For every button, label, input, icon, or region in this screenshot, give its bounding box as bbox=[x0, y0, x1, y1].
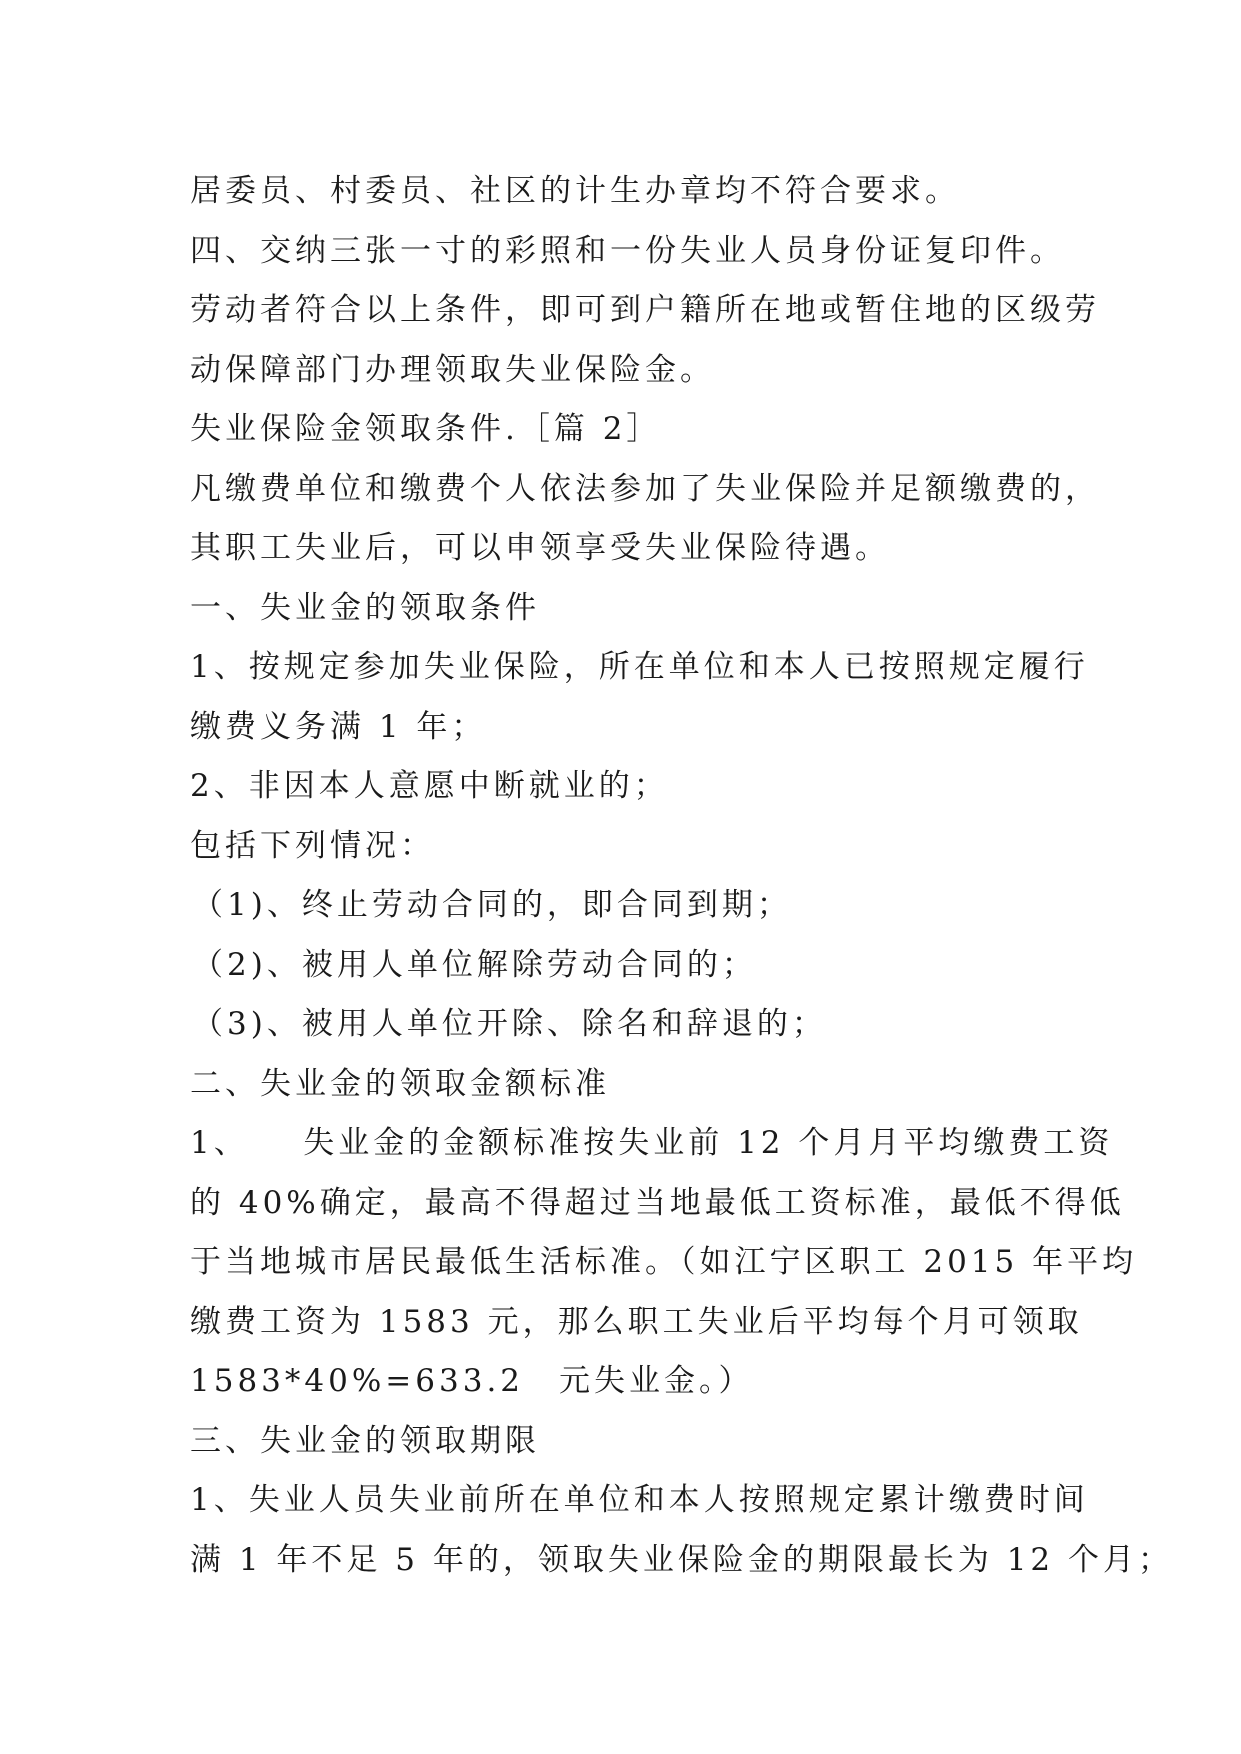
list-item: （3)、被用人单位开除、除名和辞退的； bbox=[192, 1006, 827, 1042]
text-line: 1、失业人员失业前所在单位和本人按照规定累计缴费时间 bbox=[190, 1482, 1089, 1518]
section-heading: 二、失业金的领取金额标准 bbox=[190, 1065, 610, 1102]
text-line: 的 40%确定，最高不得超过当地最低工资标准，最低不得低 bbox=[190, 1184, 1125, 1221]
text-line: 凡缴费单位和缴费个人依法参加了失业保险并足额缴费的， bbox=[190, 470, 1100, 507]
list-item: （1)、终止劳动合同的，即合同到期； bbox=[192, 887, 792, 923]
text-line: 劳动者符合以上条件，即可到户籍所在地或暂住地的区级劳 bbox=[190, 292, 1100, 328]
section-heading: 一、失业金的领取条件 bbox=[190, 589, 540, 626]
text-line: 满 1 年不足 5 年的，领取失业保险金的期限最长为 12 个月； bbox=[190, 1541, 1174, 1578]
text-line: 1、 失业金的金额标准按失业前 12 个月月平均缴费工资 bbox=[190, 1125, 1114, 1161]
text-line: 缴费义务满 1 年； bbox=[190, 708, 487, 745]
section-title: 失业保险金领取条件.［篇 2］ bbox=[190, 411, 662, 447]
text-line: 2、非因本人意愿中断就业的； bbox=[190, 768, 669, 804]
text-line: 1583*40%=633.2 元失业金。） bbox=[190, 1363, 754, 1399]
text-line: 其职工失业后，可以申领享受失业保险待遇。 bbox=[190, 530, 890, 566]
text-line: 于当地城市居民最低生活标准。（如江宁区职工 2015 年平均 bbox=[190, 1244, 1138, 1280]
text-line: 四、交纳三张一寸的彩照和一份失业人员身份证复印件。 bbox=[190, 232, 1065, 269]
text-line: 1、按规定参加失业保险，所在单位和本人已按照规定履行 bbox=[190, 649, 1089, 685]
text-line: 居委员、村委员、社区的计生办章均不符合要求。 bbox=[190, 173, 960, 209]
section-heading: 三、失业金的领取期限 bbox=[190, 1422, 540, 1459]
document-body bbox=[190, 162, 1174, 1590]
list-item: （2)、被用人单位解除劳动合同的； bbox=[192, 946, 757, 983]
text-line: 动保障部门办理领取失业保险金。 bbox=[190, 351, 715, 388]
text-line: 包括下列情况： bbox=[190, 827, 435, 864]
text-line: 缴费工资为 1583 元，那么职工失业后平均每个月可领取 bbox=[190, 1303, 1083, 1340]
